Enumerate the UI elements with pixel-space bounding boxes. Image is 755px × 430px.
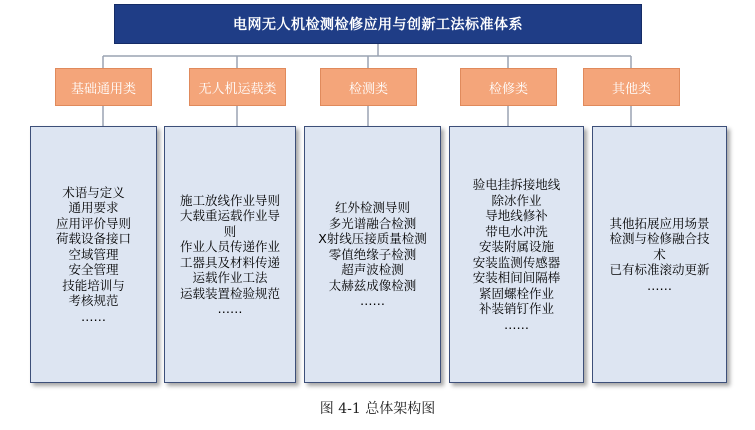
panel-item: 通用要求 (68, 200, 119, 216)
panel-item: 超声波检测 (341, 262, 404, 278)
panel-item: 考核规范 (68, 293, 119, 309)
panel-basic-general (30, 126, 157, 383)
panel-item: …… (360, 293, 385, 309)
panel-item: 补装销钉作业 (478, 301, 554, 316)
panel-item: 已有标准滚动更新 (609, 262, 710, 278)
panel-item: 工器具及材料传递 (179, 254, 280, 270)
panel-item: 导地线修补 (485, 208, 548, 223)
panel-item: 大载重运载作业导 (179, 208, 280, 223)
category-others: 其他类 (583, 68, 680, 106)
panel-item: 带电水冲洗 (485, 223, 548, 239)
panel-inspection (304, 126, 441, 383)
panel-item: 其他拓展应用场景 (609, 215, 710, 231)
panel-item: 运载装置检验规范 (179, 285, 280, 301)
panel-item: 施工放线作业导则 (179, 192, 280, 208)
panel-item: 验电挂拆接地线 (472, 177, 561, 192)
panel-others (592, 126, 727, 383)
category-inspection: 检测类 (320, 68, 417, 106)
panel-item: 安装监测传感器 (472, 254, 561, 270)
panel-item: …… (504, 316, 529, 332)
panel-item: …… (81, 308, 106, 324)
panel-item: 运载作业工法 (192, 270, 268, 285)
panel-item: 术语与定义 (62, 184, 125, 200)
panel-item: 太赫兹成像检测 (328, 277, 417, 293)
category-uav-transport: 无人机运载类 (189, 68, 286, 106)
figure-caption: 图 4-1 总体架构图 (319, 401, 436, 417)
panel-item: 技能培训与 (62, 277, 125, 293)
panel-item: 检测与检修融合技 (609, 231, 710, 247)
panel-item: 空域管理 (68, 246, 119, 262)
panel-item: 荷载设备接口 (55, 231, 131, 247)
panel-item: 安装相间间隔棒 (472, 270, 561, 285)
panel-item: …… (217, 301, 243, 316)
category-basic-general: 基础通用类 (55, 68, 152, 106)
panel-item: …… (647, 277, 672, 293)
panel-item: 安装附属设施 (478, 239, 554, 254)
panel-uav-transport (164, 126, 296, 383)
category-maintenance: 检修类 (460, 68, 557, 106)
panel-item: 除冰作业 (491, 192, 542, 208)
panel-item: 则 (223, 223, 237, 239)
panel-item: 紧固螺栓作业 (478, 285, 554, 301)
panel-item: 零值绝缘子检测 (328, 246, 417, 262)
panel-maintenance (449, 126, 584, 383)
panel-item: 红外检测导则 (334, 200, 410, 216)
panel-item: 安全管理 (68, 262, 119, 278)
panel-item: 应用评价导则 (55, 215, 131, 231)
panel-item: 作业人员传递作业 (179, 239, 280, 254)
panel-item: 术 (653, 246, 666, 262)
panel-item: 多光谱融合检测 (328, 215, 417, 231)
panel-item: X射线压接质量检测 (318, 231, 427, 247)
diagram-title: 电网无人机检测检修应用与创新工法标准体系 (114, 4, 642, 44)
